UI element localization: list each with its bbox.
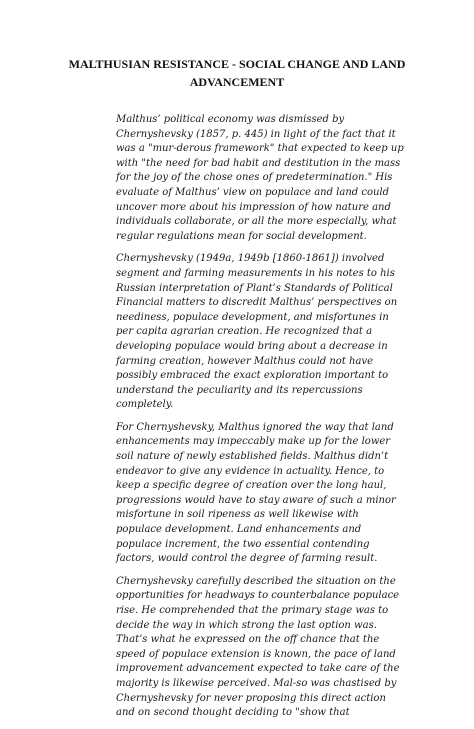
paragraph-3: For Chernyshevsky, Malthus ignored the way that land enhancements may impeccably make up for the lower soil nature of newly established fields. Malthus didn’t endeavor to give any evidence in actuality. Hence, to keep a specific degree of creation over the long haul, progressions would have to stay aware of such a minor misfortune in soil ripeness as well likewise with populace development. Land enhancements and populace increment, the two essential contending factors, would control the degree of farming result. (116, 421, 396, 565)
document-title: MALTHUSIAN RESISTANCE - SOCIAL CHANGE AND LAND ADVANCEMENT (68, 57, 406, 89)
paragraph-4: Chernyshevsky carefully described the situation on the opportunities for headways to counterbalance populace rise. He comprehended that the primary stage was to decide the way in which strong the last option was. That’s what he expressed on the off chance that the speed of populace extension is known, the pace of land improvement advancement expected to take care of the majority is likewise perceived. Mal-so was chastised by Chernyshevsky for never proposing this direct action and on second thought deciding to "show that (116, 575, 400, 719)
paragraph-2: Chernyshevsky (1949a, 1949b [1860-1861]) involved segment and farming measurements in his notes to his Russian interpretation of Plant’s Standards of Political Financial matters to discredit Malthus’ perspectives on neediness, populace development, and misfortunes in per capita agrarian creation. He recognized that a developing populace would bring about a decrease in farming creation, however Malthus could not have possibly embraced the exact exploration important to understand the peculiarity and its repercussions completely. (116, 253, 398, 411)
paragraph-1: Malthus’ political economy was dismissed by Chernyshevsky (1857, p. 445) in light of the fact that it was a "mur-derous framework" that expected to keep up with "the need for bad habit and destitution in the mass for the joy of the chose ones of predetermination." His evaluate of Malthus’ view on populace and land could uncover more about his impression of how nature and individuals collaborate, or all the more especially, what regular regulations mean for social development. (116, 114, 404, 242)
document-body (116, 113, 406, 729)
